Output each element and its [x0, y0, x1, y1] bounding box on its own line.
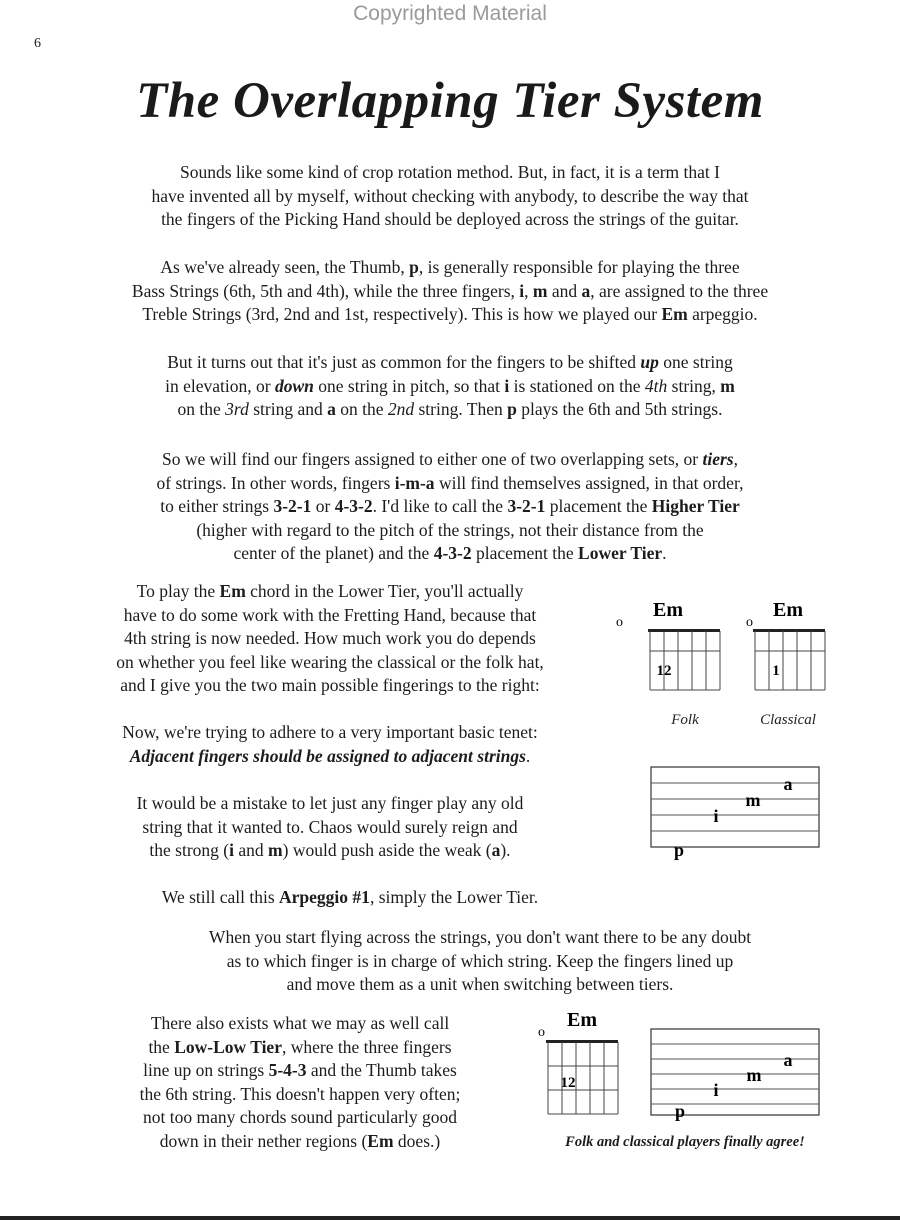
tab-note-a: a: [783, 774, 793, 794]
text: . I'd like to call the: [372, 496, 508, 516]
text: string. Then: [414, 399, 508, 419]
text: .: [662, 543, 667, 563]
text: center of the planet) and the: [233, 543, 434, 563]
text-line: [30, 398, 870, 422]
text-line: [30, 303, 870, 327]
finger-m: m: [720, 375, 735, 396]
text-line: have to do some work with the Fretting Hand, because that: [123, 604, 537, 625]
tab-note-a: a: [783, 1050, 793, 1070]
text-line: [40, 839, 620, 863]
text: placement the: [545, 496, 652, 516]
text: to either strings: [160, 496, 274, 516]
paragraph-arpeggio: [40, 886, 660, 910]
text-line: not too many chords sound particularly good: [143, 1107, 457, 1127]
tab-note-p: p: [673, 840, 685, 860]
text: But it turns out that it's just as common for the fingers to be shifted: [167, 352, 641, 372]
text: , where the three fingers: [281, 1036, 452, 1057]
fingering-label: 1: [772, 663, 780, 679]
text: arpeggio.: [687, 304, 758, 324]
finger-set: i-m-a: [394, 472, 435, 493]
higher-tier: Higher Tier: [651, 496, 740, 516]
diagram-caption: Classical: [760, 712, 816, 728]
text-line: [30, 472, 870, 496]
tenet: Adjacent fingers should be assigned to adjacent strings: [129, 745, 526, 766]
emphasis: up: [640, 352, 659, 372]
paragraph-shift: [30, 351, 870, 422]
text-line: as to which finger is in charge of which string. Keep the fingers lined up: [226, 950, 734, 971]
text: the: [148, 1036, 175, 1057]
page-bottom-border: [0, 1216, 900, 1220]
text: As we've already seen, the Thumb,: [160, 257, 410, 277]
paragraph-tenet: [40, 721, 620, 768]
chord-diagram-low-low: [530, 1004, 630, 1124]
text-line: [30, 280, 870, 304]
text: string,: [667, 375, 721, 396]
open-string-marker: o: [746, 615, 753, 630]
finger-a: a: [327, 399, 336, 419]
text: Treble Strings (3rd, 2nd and 1st, respectively). This is how we played our: [142, 304, 662, 324]
tab-note-i: i: [713, 1080, 719, 1100]
tab-strings: [651, 1044, 819, 1104]
text: or: [311, 496, 335, 516]
chord-em: Em: [661, 304, 688, 324]
text-line: (higher with regard to the pitch of the strings, not their distance from the: [196, 519, 704, 540]
text: So we will find our fingers assigned to either one of two overlapping sets, or: [162, 449, 703, 469]
text-line: There also exists what we may as well call: [150, 1013, 450, 1033]
chord-diagram-classical: [740, 590, 860, 735]
finger-m: m: [532, 280, 548, 301]
text-line: It would be a mistake to let just any finger play any old: [136, 793, 524, 813]
chord-name: Em: [653, 599, 683, 621]
fingering-label: 12: [560, 1075, 576, 1091]
nut: [753, 629, 825, 632]
text: and the Thumb takes: [306, 1060, 457, 1080]
paragraph-thumb-fingers: [30, 256, 870, 327]
text-line: Adjacent fingers should be assigned to adjacent strings.: [129, 745, 531, 766]
text-line: have invented all by myself, without checking with anybody, to describe the way that: [151, 185, 749, 206]
finger-i: i: [519, 280, 525, 301]
nut: [648, 629, 720, 632]
paragraph-low-low-tier: [80, 1012, 520, 1153]
text: does.): [393, 1130, 441, 1151]
text: ) would push aside the weak (: [282, 840, 492, 860]
strings: 5-4-3: [268, 1060, 307, 1080]
emphasis: 2nd: [387, 399, 415, 419]
text: ).: [500, 840, 511, 860]
text-line: the 6th string. This doesn't happen very often;: [139, 1083, 461, 1104]
text: line up on strings: [143, 1060, 269, 1080]
diagram-caption-bottom: Folk and classical players finally agree!: [565, 1134, 805, 1150]
chord-em: Em: [367, 1130, 394, 1151]
finger-p: p: [507, 399, 517, 419]
text-line: [30, 542, 870, 566]
text: and: [234, 840, 269, 860]
text-line: and I give you the two main possible fingerings to the right:: [120, 675, 540, 695]
text-line: [80, 1130, 520, 1154]
text: chord in the Lower Tier, you'll actually: [245, 581, 524, 601]
finger-m: m: [268, 840, 283, 860]
text: will find themselves assigned, in that order,: [434, 472, 744, 493]
paragraph-flying: [60, 926, 900, 997]
low-low-tier: Low-Low Tier: [174, 1036, 282, 1057]
text: We still call this: [161, 887, 280, 907]
text: plays the 6th and 5th strings.: [516, 399, 723, 419]
text: , simply the Lower Tier.: [369, 887, 539, 907]
text: the strong (: [149, 840, 230, 860]
text: , is generally responsible for playing the three: [418, 257, 740, 277]
paragraph-chaos: [40, 792, 620, 863]
fretboard-grid: [755, 631, 825, 690]
emphasis: down: [274, 375, 314, 396]
text: To play the: [136, 581, 220, 601]
text-line: the fingers of the Picking Hand should be deployed across the strings of the guitar.: [161, 209, 739, 229]
chord-diagram-folk: [610, 590, 730, 735]
text-line: [60, 580, 600, 604]
nut: [546, 1040, 618, 1043]
strings: 4-3-2: [334, 496, 373, 516]
text-line: Now, we're trying to adhere to a very important basic tenet:: [122, 722, 538, 742]
finger-a: a: [581, 280, 591, 301]
paragraph-intro: [30, 161, 870, 232]
text-line: [30, 495, 870, 519]
text: is stationed on the: [509, 375, 645, 396]
finger-i: i: [229, 840, 235, 860]
paragraph-tiers: [30, 448, 870, 566]
chord-name: Em: [773, 599, 803, 621]
text-line: 4th string is now needed. How much work you do depends: [124, 628, 536, 648]
finger-p: p: [409, 257, 419, 277]
text-line: [30, 351, 870, 375]
page-title: The Overlapping Tier System: [136, 73, 764, 129]
chord-name: Em: [567, 1009, 597, 1031]
text: Bass Strings (6th, 5th and 4th), while the three fingers,: [131, 280, 520, 301]
text-line: and move them as a unit when switching between tiers.: [286, 974, 674, 994]
watermark: Copyrighted Material: [353, 2, 547, 25]
text: on the: [177, 399, 226, 419]
text: placement the: [471, 543, 579, 563]
picking-tab-low-low-tier: [650, 1028, 824, 1128]
strings: 3-2-1: [507, 496, 546, 516]
text: on the: [335, 399, 388, 419]
text: one string: [658, 352, 733, 372]
text: down in their nether regions (: [159, 1130, 368, 1151]
emphasis: 3rd: [225, 399, 249, 419]
page-number: 6: [34, 36, 41, 51]
text: string and: [248, 399, 328, 419]
open-string-marker: o: [538, 1025, 545, 1040]
strings: 4-3-2: [433, 543, 472, 563]
tab-note-p: p: [674, 1101, 686, 1121]
text-line: [30, 375, 870, 399]
text: of strings. In other words, fingers: [156, 472, 395, 493]
picking-tab-lower-tier: [650, 766, 824, 866]
diagram-caption: Folk: [671, 712, 699, 728]
lower-tier: Lower Tier: [578, 543, 663, 563]
text: in elevation, or: [165, 375, 275, 396]
text: one string in pitch, so that: [313, 375, 505, 396]
open-string-marker: o: [616, 615, 623, 630]
text: ,: [524, 280, 533, 301]
emphasis: 4th: [644, 375, 668, 396]
text: , are assigned to the three: [590, 280, 769, 301]
tab-note-m: m: [746, 1065, 762, 1085]
text-line: [80, 1036, 520, 1060]
tab-note-m: m: [745, 790, 761, 810]
fretboard-grid: [548, 1042, 618, 1114]
text-line: Sounds like some kind of crop rotation method. But, in fact, it is a term that I: [180, 162, 720, 182]
tab-strings: [651, 783, 819, 831]
text-line: on whether you feel like wearing the classical or the folk hat,: [116, 651, 544, 672]
text-line: [80, 1059, 520, 1083]
text-line: [40, 886, 660, 910]
fretboard-grid: [650, 631, 720, 690]
text-line: [30, 256, 870, 280]
fingering-label: 12: [656, 663, 672, 679]
text-line: string that it wanted to. Chaos would surely reign and: [142, 816, 518, 837]
text: and: [547, 280, 582, 301]
text-line: So we will find our fingers assigned to either one of two overlapping sets, or tiers,: [162, 449, 738, 469]
emphasis: tiers: [702, 449, 734, 469]
arpeggio-name: Arpeggio #1: [279, 887, 370, 907]
finger-i: i: [504, 375, 510, 396]
paragraph-em-lower-tier: [60, 580, 600, 698]
tab-frame: [651, 767, 819, 847]
text-line: When you start flying across the strings, you don't want there to be any doubt: [208, 927, 752, 947]
strings: 3-2-1: [273, 496, 312, 516]
chord-em: Em: [219, 581, 246, 601]
finger-a: a: [491, 840, 501, 860]
tab-note-i: i: [713, 806, 719, 826]
